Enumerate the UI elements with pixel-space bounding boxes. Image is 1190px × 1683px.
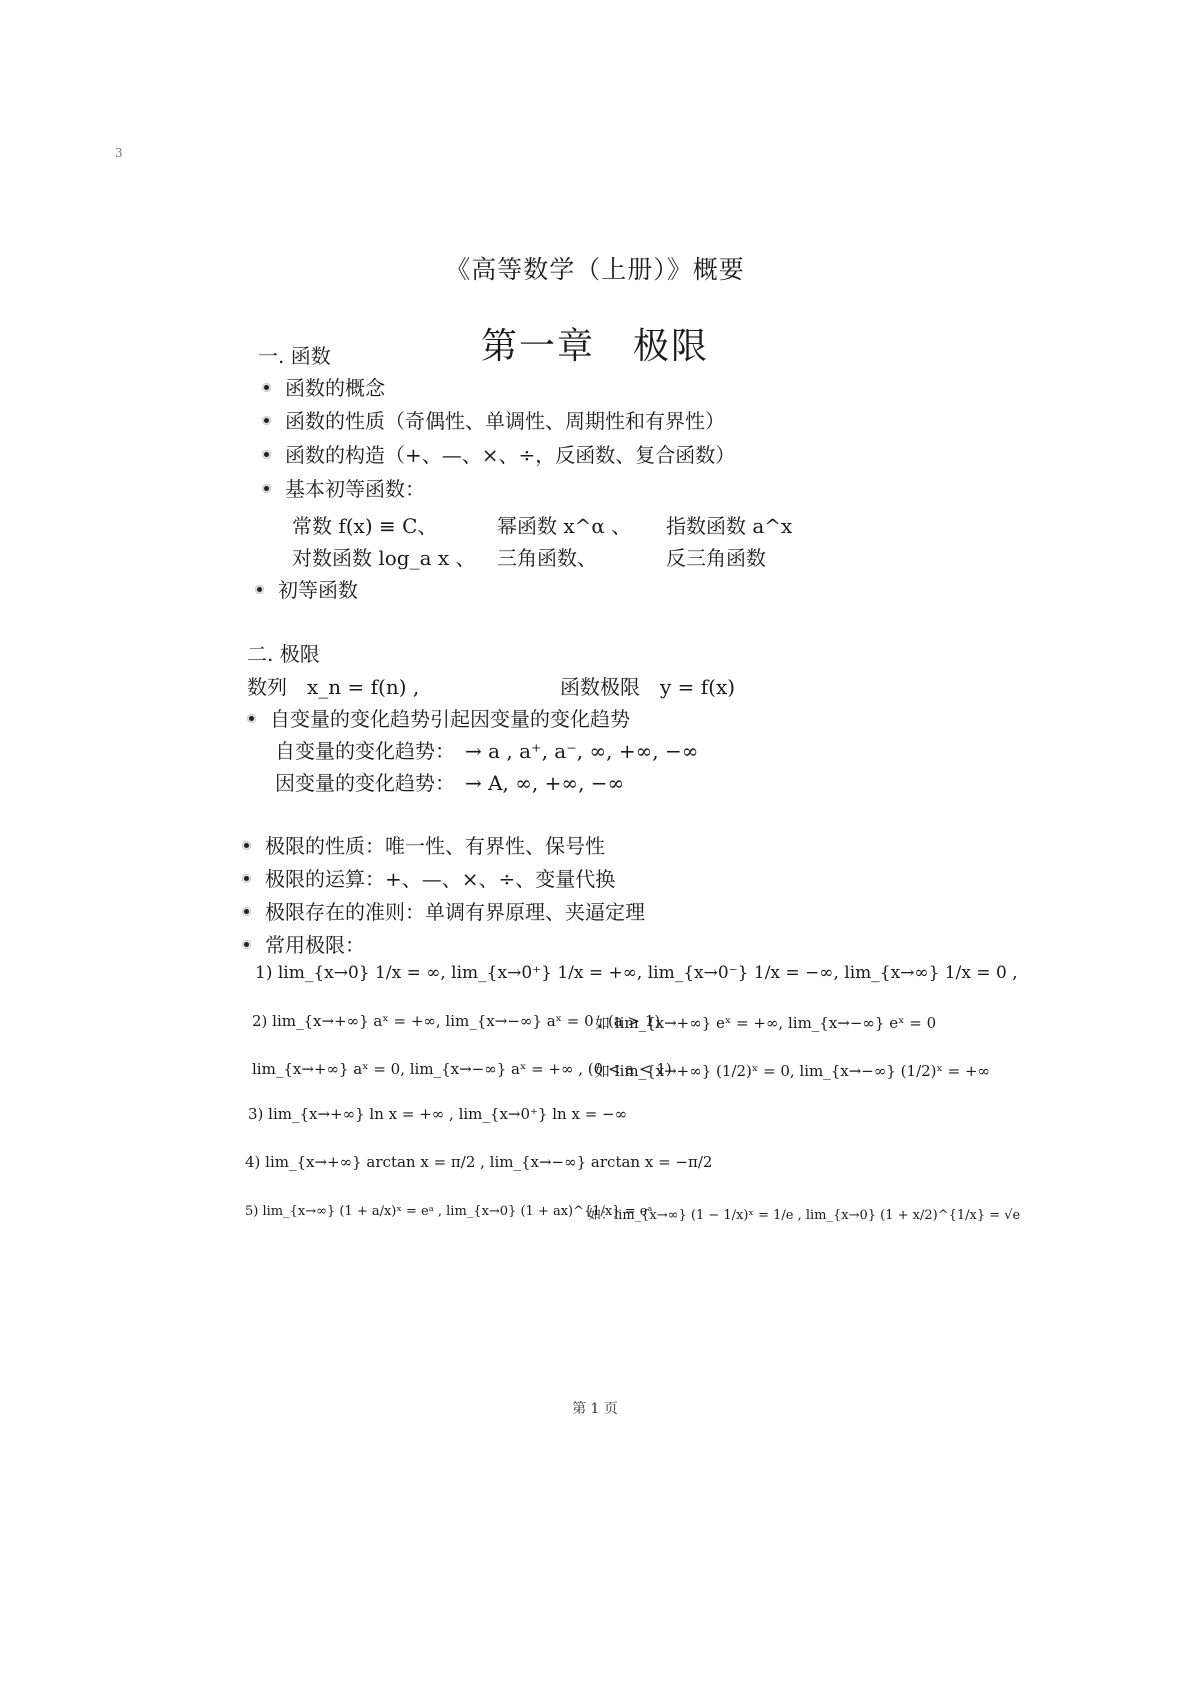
bullet-icon (262, 484, 271, 493)
common-limit-4: 4) lim_{x→+∞} arctan x = π/2 , lim_{x→−∞} arctan x = −π/2 (245, 1153, 713, 1171)
page-corner-mark: 3 (115, 146, 123, 160)
independent-variable-trend: 自变量的变化趋势： → a , a⁺, a⁻, ∞, +∞, −∞ (275, 739, 699, 763)
list-item: 常用极限： (242, 929, 365, 958)
list-item: 函数的概念 (262, 372, 385, 401)
function-limit-definition: 函数极限 y = f(x) (560, 675, 736, 699)
list-item: 初等函数 (255, 574, 358, 603)
bullet-icon (247, 714, 256, 723)
list-item: 函数的构造（+、—、×、÷，反函数、复合函数） (262, 439, 735, 468)
section-heading-functions: 一. 函数 (258, 344, 331, 368)
bullet-icon (242, 841, 251, 850)
bullet-icon (242, 907, 251, 916)
section-heading-limits: 二. 极限 (247, 642, 320, 666)
common-limit-5b: 如：lim_{x→∞} (1 − 1/x)ˣ = 1/e , lim_{x→0} (1 + x/2)^{1/x} = √e (588, 1208, 1021, 1223)
common-limit-3: 3) lim_{x→+∞} ln x = +∞ , lim_{x→0⁺} ln x = −∞ (248, 1105, 628, 1123)
common-limit-2b: 如 lim_{x→+∞} eˣ = +∞, lim_{x→−∞} eˣ = 0 (595, 1014, 937, 1032)
bullet-icon (262, 416, 271, 425)
basic-function-trig: 三角函数、 (497, 546, 597, 570)
basic-function-exponential: 指数函数 a^x (666, 514, 793, 538)
common-limit-2d: 如 lim_{x→+∞} (1/2)ˣ = 0, lim_{x→−∞} (1/2)ˣ = +∞ (595, 1062, 991, 1080)
list-item: 基本初等函数： (262, 473, 425, 502)
list-item: 极限的性质：唯一性、有界性、保号性 (242, 830, 605, 859)
list-item: 函数的性质（奇偶性、单调性、周期性和有界性） (262, 405, 725, 434)
common-limit-2c: lim_{x→+∞} aˣ = 0, lim_{x→−∞} aˣ = +∞ , (0 < a < 1) (252, 1060, 672, 1078)
basic-function-constant: 常数 f(x) ≡ C、 (292, 514, 438, 538)
bullet-icon (262, 450, 271, 459)
list-item: 极限的运算：+、—、×、÷、变量代换 (242, 863, 615, 892)
basic-function-inverse-trig: 反三角函数 (666, 546, 766, 570)
list-item: 自变量的变化趋势引起因变量的变化趋势 (247, 703, 630, 732)
chapter-heading: 第一章 极限 (480, 326, 709, 367)
sequence-definition: 数列 x_n = f(n) , (247, 675, 420, 699)
bullet-icon (262, 383, 271, 392)
list-item: 极限存在的准则：单调有界原理、夹逼定理 (242, 896, 645, 925)
page-number: 第 1 页 (572, 1401, 618, 1417)
basic-function-logarithm: 对数函数 log_a x 、 (292, 546, 476, 570)
common-limit-1: 1) lim_{x→0} 1/x = ∞, lim_{x→0⁺} 1/x = +∞, lim_{x→0⁻} 1/x = −∞, lim_{x→∞} 1/x = 0 , (255, 963, 1018, 983)
bullet-icon (242, 940, 251, 949)
bullet-icon (255, 585, 264, 594)
bullet-icon (242, 874, 251, 883)
dependent-variable-trend: 因变量的变化趋势： → A, ∞, +∞, −∞ (275, 771, 625, 795)
common-limit-2a: 2) lim_{x→+∞} aˣ = +∞, lim_{x→−∞} aˣ = 0 , (a > 1) (252, 1012, 661, 1030)
basic-function-power: 幂函数 x^α 、 (497, 514, 632, 538)
document-title: 《高等数学（上册）》概要 (445, 255, 745, 284)
common-limit-5a: 5) lim_{x→∞} (1 + a/x)ˣ = eᵃ , lim_{x→0} (1 + ax)^{1/x} = eᵃ (245, 1204, 653, 1219)
